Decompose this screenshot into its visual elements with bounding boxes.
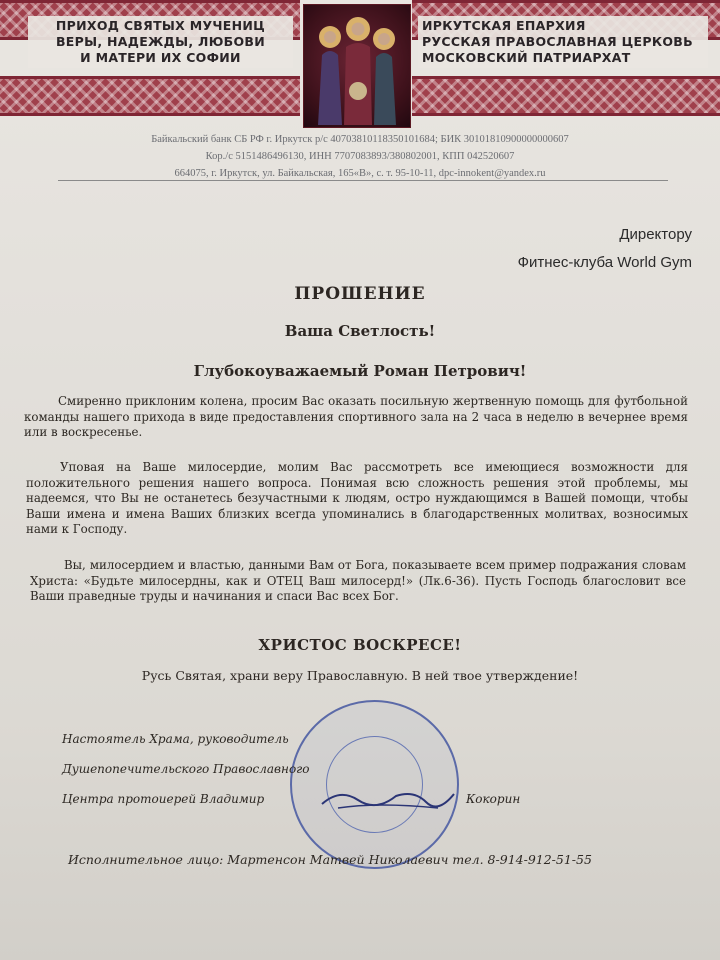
recipient-organization: Фитнес-клуба World Gym: [517, 254, 692, 271]
body-paragraph: [24, 394, 688, 441]
header-ornament-left-lower: [0, 76, 300, 116]
easter-greeting: ХРИСТОС ВОСКРЕСЕ!: [258, 636, 462, 654]
parish-line: ВЕРЫ, НАДЕЖДЫ, ЛЮБОВИ: [55, 34, 266, 49]
body-paragraph: [26, 460, 688, 538]
bank-details-line: Кор./с 5151486496130, ИНН 7707083893/380802001, КПП 042520607: [205, 151, 515, 162]
bank-details-line: Байкальский банк СБ РФ г. Иркутск р/с 40703810118350101684; БИК 30101810900000000607: [151, 134, 569, 145]
parish-name: [28, 16, 293, 68]
header-ornament-right-lower: [412, 76, 720, 116]
paragraph-text: Уповая на Ваше милосердие, молим Вас рассмотреть все имеющиеся возможности для положительного решения нашего вопроса. Понимая всю сложность решения этой проблемы, мы надеемся, что Вы не останетесь безучастными к людям, остро нуждающимся в Вашей помощи, чтобы Ваши имена и имена Ваших близких всегда упоминались в благодарственных молитвах, возносимых нами к Господу.: [26, 460, 688, 536]
saints-icon-image: [303, 4, 411, 128]
recipient-title: Директору: [619, 226, 692, 243]
diocese-name: [418, 16, 708, 68]
motto: Русь Святая, храни веру Православную. В ней твое утверждение!: [141, 668, 579, 683]
document-title: ПРОШЕНИЕ: [294, 284, 426, 304]
parish-line: ПРИХОД СВЯТЫХ МУЧЕНИЦ: [55, 18, 266, 33]
signatory-line: Настоятель Храма, руководитель: [62, 732, 289, 746]
paragraph-text: Вы, милосердием и властью, данными Вам от Бога, показываете всем пример подражания словам Христа: «Будьте милосердны, как и ОТЕЦ Ваш милосерд!» (Лк.6-36). Пусть Господь благословит все Ваши праведные труды и начинания и спаси Вас всех Бог.: [30, 558, 686, 603]
header-divider: [58, 180, 668, 181]
paragraph-text: Смиренно приклоним колена, просим Вас оказать посильную жертвенную помощь для футбольной команды нашего прихода в виде предоставления спортивного зала на 2 часа в неделю в вечернее время или в воскресенье.: [24, 394, 688, 439]
greeting: Глубокоуважаемый Роман Петрович!: [193, 362, 527, 380]
body-paragraph: [30, 558, 686, 605]
handwritten-signature: [318, 782, 458, 814]
executor-contact: Исполнительное лицо: Мартенсон Матвей Николаевич тел. 8-914-912-51-55: [68, 852, 592, 867]
bank-details-line: 664075, г. Иркутск, ул. Байкальская, 165«В», с. т. 95-10-11, dpc-innokent@yandex.ru: [174, 168, 546, 179]
signatory-surname: Кокорин: [466, 792, 521, 806]
parish-line: И МАТЕРИ ИХ СОФИИ: [80, 50, 241, 65]
diocese-line: ИРКУТСКАЯ ЕПАРХИЯ: [422, 18, 586, 33]
salutation: Ваша Светлость!: [284, 322, 436, 340]
signatory-line: Душепопечительского Православного: [62, 762, 310, 776]
diocese-line: МОСКОВСКИЙ ПАТРИАРХАТ: [422, 50, 631, 65]
diocese-line: РУССКАЯ ПРАВОСЛАВНАЯ ЦЕРКОВЬ: [422, 34, 693, 49]
signatory-line: Центра протоиерей Владимир: [62, 792, 265, 806]
